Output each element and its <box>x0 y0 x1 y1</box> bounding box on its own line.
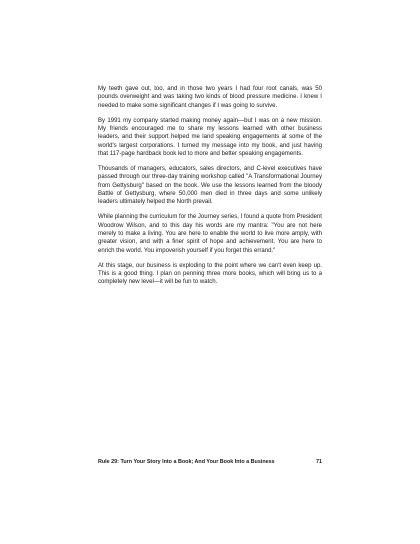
paragraph-wilson-quote: While planning the curriculum for the Journey series, I found a quote from President Woodrow Wilson, and to this day his words are my mantra: "You are not here merely to make a living. You are here to enable the world to live more amply, with greater vision, and with a finer spirit of hope and achievement. You are here to enrich the world. You impoverish yourself if you forget this errand." <box>98 214 322 254</box>
running-footer-title: Rule 29: Turn Your Story Into a Book; And Your Book Into a Business <box>98 459 275 465</box>
paragraph-health: My teeth gave out, too, and in those two years I had four root canals, was 50 pounds overweight and was taking two kinds of blood pressure medicine. I knew I needed to make some significant changes if I was going to survive. <box>98 86 322 109</box>
page-footer <box>98 457 322 467</box>
paragraph-workshop: Thousands of managers, educators, sales directors, and C-level executives have passed through our three-day training workshop called "A Transformational Journey from Gettysburg" based on the book. We use the lessons learned from the bloody Battle of Gettysburg, where 50,000 men died in three days and some unlikely leaders ultimately helped the North prevail. <box>98 165 322 206</box>
page-number: 71 <box>316 459 322 465</box>
body-text <box>98 85 322 293</box>
paragraph-new-mission: By 1991 my company started making money again—but I was on a new mission. My friends encouraged me to share my lessons learned with other business leaders, and their support helped me land speaking engagements at some of the world's largest corporations. I turned my message into my book, and just having that 117-page hardback book led to more and better speaking engagements. <box>98 117 322 157</box>
paragraph-business-growth: At this stage, our business is exploding to the point where we can't even keep up. This is a good thing. I plan on penning three more books, which will bring us to a completely new level—it will be fun to watch. <box>98 262 322 286</box>
